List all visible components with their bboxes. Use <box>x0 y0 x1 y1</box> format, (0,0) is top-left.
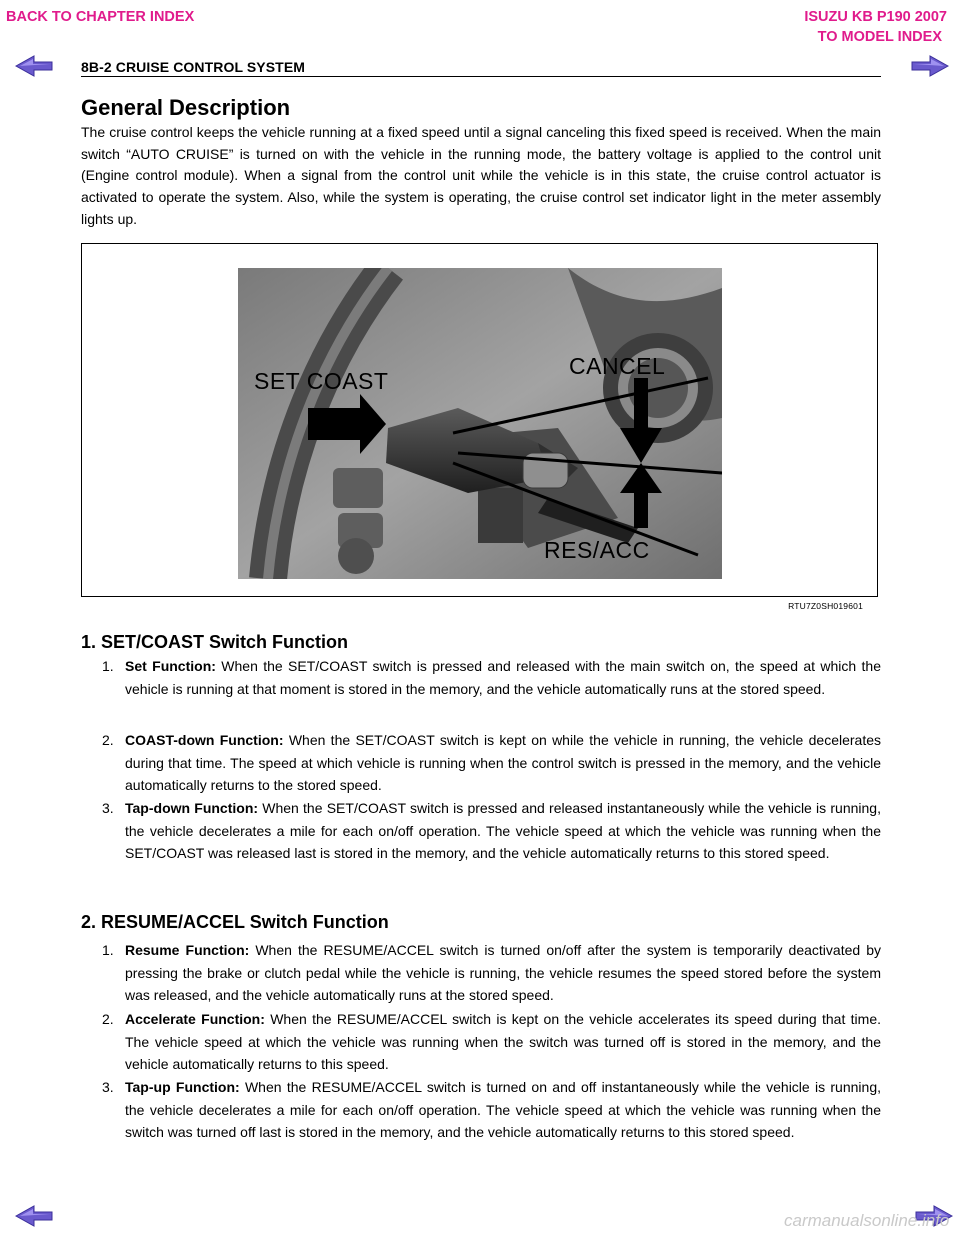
list-item <box>81 655 881 700</box>
previous-page-arrow-icon[interactable] <box>14 1204 54 1228</box>
item-text: When the SET/COAST switch is pressed and released with the main switch on, the speed at which the vehicle is running at that moment is stored in the memory, and the vehicle automatically runs at the stored speed. <box>125 658 882 697</box>
item-text: When the RESUME/ACCEL switch is kept on the vehicle accelerates its speed during that time. The vehicle speed at which the vehicle was running when the switch was turned off is stored in the memory, and the vehicle automatically returns to this speed. <box>125 1011 881 1072</box>
item-number: 1. <box>102 658 114 674</box>
cancel-label: CANCEL <box>569 353 666 379</box>
set-coast-label: SET COAST <box>254 368 389 394</box>
item-number: 3. <box>102 800 114 816</box>
list-item <box>81 1076 881 1144</box>
set-coast-section-title: 1. SET/COAST Switch Function <box>81 632 349 652</box>
header-rule <box>81 76 881 77</box>
item-number: 3. <box>102 1079 114 1095</box>
item-label: COAST-down Function: <box>125 732 284 748</box>
item-label: Set Function: <box>125 658 216 674</box>
item-number: 2. <box>102 1011 114 1027</box>
section-header: 8B-2 CRUISE CONTROL SYSTEM <box>81 59 306 75</box>
list-item <box>81 797 881 865</box>
figure-caption: RTU7Z0SH019601 <box>788 601 863 611</box>
item-text: When the RESUME/ACCEL switch is turned on and off instantaneously while the vehicle is running, the vehicle decelerates a mile for each on/off operation. The vehicle speed at which the vehicle was running when the switch was turned off last is stored in the memory, and the vehicle automatically returns to this stored speed. <box>125 1079 881 1140</box>
list-item <box>81 729 881 797</box>
list-item <box>81 939 881 1007</box>
item-text: When the SET/COAST switch is kept on while the vehicle in running, the vehicle decelerates during that time. The speed at which vehicle is running when the control switch is pressed in the memory, and the vehicle automatically returns to the stored speed. <box>125 732 882 793</box>
item-label: Accelerate Function: <box>125 1011 265 1027</box>
item-label: Resume Function: <box>125 942 250 958</box>
general-description-title: General Description <box>81 95 291 120</box>
item-text: When the SET/COAST switch is pressed and released instantaneously while the vehicle is running, the vehicle decelerates a mile for each on/off operation. The vehicle speed at which the vehicle was running when the SET/COAST was released last is stored in the memory, and the vehicle automatically returns to this stored speed. <box>125 800 881 861</box>
item-number: 2. <box>102 732 114 748</box>
steering-column-photo <box>238 268 722 579</box>
res-acc-label: RES/ACC <box>544 537 650 563</box>
resume-accel-section-title: 2. RESUME/ACCEL Switch Function <box>81 912 389 932</box>
next-page-arrow-icon[interactable] <box>910 54 950 78</box>
watermark: carmanualsonline.info <box>784 1211 950 1230</box>
previous-page-arrow-icon[interactable] <box>14 54 54 78</box>
list-item <box>81 1008 881 1076</box>
model-title-link[interactable]: ISUZU KB P190 2007 <box>804 9 947 25</box>
item-number: 1. <box>102 942 114 958</box>
item-text: When the RESUME/ACCEL switch is turned on/off after the system is temporarily deactivated by pressing the brake or clutch pedal while the vehicle is running, the vehicle resumes the speed stored before the system was released, and the vehicle automatically runs at the stored speed. <box>125 942 881 1003</box>
cruise-switch-figure <box>81 243 878 611</box>
back-to-chapter-index-link[interactable]: BACK TO CHAPTER INDEX <box>6 9 195 25</box>
general-description-text: The cruise control keeps the vehicle running at a fixed speed until a signal canceling this fixed speed is received. When the main switch “AUTO CRUISE” is turned on with the vehicle in the running mode, the battery voltage is applied to the control unit (Engine control module). When a signal from the control unit while the vehicle is in this state, the cruise control actuator is activated to operate the system. Also, while the system is operating, the cruise control set indicator light in the meter assembly lights up. <box>81 124 881 227</box>
item-label: Tap-down Function: <box>125 800 259 816</box>
item-label: Tap-up Function: <box>125 1079 240 1095</box>
to-model-index-link[interactable]: TO MODEL INDEX <box>817 29 942 45</box>
